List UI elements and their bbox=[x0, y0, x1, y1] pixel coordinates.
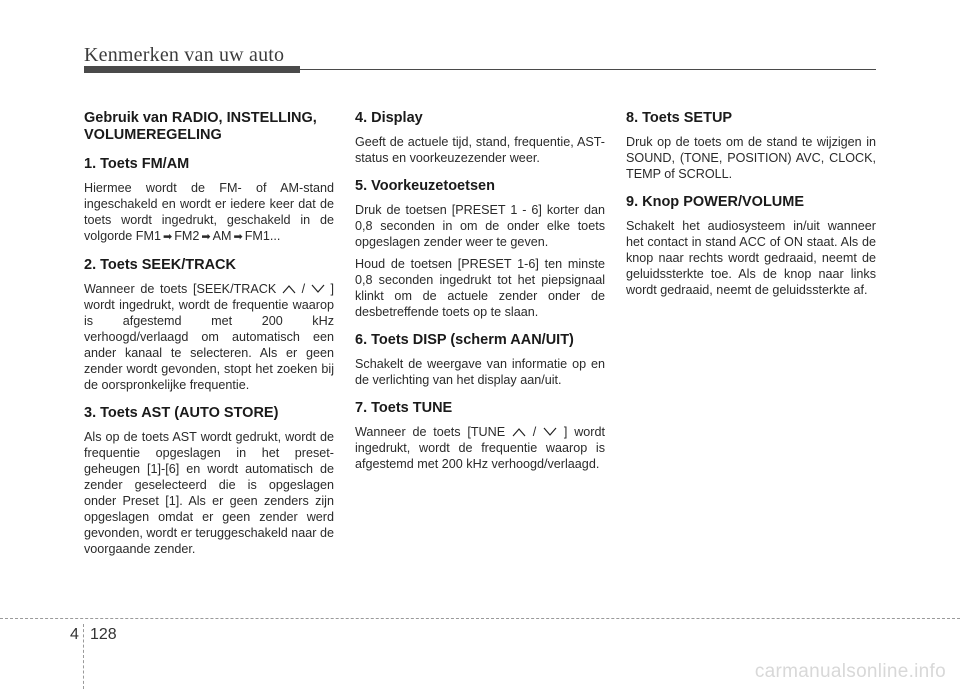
section-heading: 3. Toets AST (AUTO STORE) bbox=[84, 405, 279, 421]
section-disp bbox=[355, 332, 605, 388]
section-heading: 7. Toets TUNE bbox=[355, 400, 453, 416]
section-text: Druk de toetsen [PRESET 1 - 6] korter dan 0,8 seconden in om de onder elke toets opgeslagen zender weer te geven. bbox=[355, 203, 605, 249]
text-part: Wanneer de toets [SEEK/TRACK bbox=[84, 282, 277, 296]
text-part: FM1... bbox=[244, 229, 281, 243]
text-part: / bbox=[301, 282, 306, 296]
footer-vertical-divider bbox=[83, 624, 84, 689]
section-intro bbox=[84, 110, 334, 144]
section-text: Schakelt het audiosysteem in/uit wanneer het contact in stand ACC of ON staat. Als de knop naar rechts wordt gedraaid, neemt de geluidssterkte toe. Als de knop naar links wordt gedraaid, neemt de geluidssterkte af. bbox=[626, 219, 876, 297]
section-heading: 8. Toets SETUP bbox=[626, 110, 733, 126]
text-part: ] wordt ingedrukt, wordt de frequentie waarop is afgestemd met 200 kHz verhoogd/verlaagd om automatisch een ander kanaal te selecteren. Als er geen zender wordt gevonden, stopt het zoeken bij de oorspronkelijke frequentie. bbox=[84, 282, 335, 392]
chevron-up-icon bbox=[512, 427, 526, 437]
text-part: ] wordt ingedrukt, wordt de frequentie waarop is afgestemd met 200 kHz verhoogd/verlaagd. bbox=[355, 425, 606, 471]
section-heading: 2. Toets SEEK/TRACK bbox=[84, 257, 237, 273]
arrow-right-icon: ➡ bbox=[201, 231, 211, 243]
section-power-volume bbox=[626, 194, 876, 298]
section-setup bbox=[626, 110, 876, 182]
section-text: Schakelt de weergave van informatie op en de verlichting van het display aan/uit. bbox=[355, 357, 605, 387]
chevron-down-icon bbox=[311, 284, 325, 294]
section-text: Geeft de actuele tijd, stand, frequentie, AST-status en voorkeuzezender weer. bbox=[355, 135, 605, 165]
section-seek-track bbox=[84, 257, 334, 393]
section-heading: 5. Voorkeuzetoetsen bbox=[355, 178, 495, 194]
chevron-down-icon bbox=[543, 427, 557, 437]
header-bar bbox=[84, 66, 300, 73]
column-right bbox=[626, 110, 876, 310]
text-part: Hiermee wordt de FM- of AM-stand ingeschakeld en wordt er iedere keer dat de toets wordt ingedrukt, geschakeld in de volgorde FM1 bbox=[84, 181, 334, 243]
text-part: AM bbox=[212, 229, 232, 243]
page-number: 128 bbox=[90, 626, 117, 643]
section-text: Druk op de toets om de stand te wijzigen in SOUND, (TONE, POSITION) AVC, CLOCK, TEMP of SCROLL. bbox=[626, 135, 876, 181]
footer-divider bbox=[0, 618, 960, 619]
chevron-up-icon bbox=[282, 284, 296, 294]
section-text bbox=[355, 424, 605, 472]
text-part: Wanneer de toets [TUNE bbox=[355, 425, 506, 439]
arrow-right-icon: ➡ bbox=[163, 231, 173, 243]
arrow-right-icon: ➡ bbox=[233, 231, 243, 243]
section-heading: Gebruik van RADIO, INSTELLING, VOLUMEREGELING bbox=[84, 110, 317, 143]
section-heading: 1. Toets FM/AM bbox=[84, 156, 190, 172]
watermark: carmanualsonline.info bbox=[754, 661, 946, 682]
text-part: / bbox=[532, 425, 537, 439]
header-title: Kenmerken van uw auto bbox=[84, 44, 285, 66]
header-rule bbox=[300, 69, 876, 70]
section-text bbox=[84, 281, 334, 393]
section-text bbox=[84, 180, 334, 245]
section-heading: 9. Knop POWER/VOLUME bbox=[626, 194, 805, 210]
column-left bbox=[84, 110, 334, 569]
section-text: Als op de toets AST wordt gedrukt, wordt de frequentie opgeslagen in het preset-geheugen [1]-[6] en wordt automatisch de zender geselecteerd die is opgeslagen onder Preset [1]. Als er geen zenders zijn opgeslagen omdat er geen zender werd gevonden, wordt er teruggeschakeld naar de voorgaande zender. bbox=[84, 430, 334, 556]
chapter-number: 4 bbox=[70, 626, 79, 643]
section-text: Houd de toetsen [PRESET 1-6] ten minste 0,8 seconden ingedrukt tot het piepsignaal klinkt om de actuele zender onder de desbetreffende toets op te slaan. bbox=[355, 257, 605, 319]
section-tune bbox=[355, 400, 605, 472]
section-display bbox=[355, 110, 605, 166]
section-presets bbox=[355, 178, 605, 320]
text-part: FM2 bbox=[174, 229, 200, 243]
section-heading: 6. Toets DISP (scherm AAN/UIT) bbox=[355, 332, 574, 348]
section-ast bbox=[84, 405, 334, 557]
section-fm-am bbox=[84, 156, 334, 245]
section-heading: 4. Display bbox=[355, 110, 423, 126]
column-middle bbox=[355, 110, 605, 484]
